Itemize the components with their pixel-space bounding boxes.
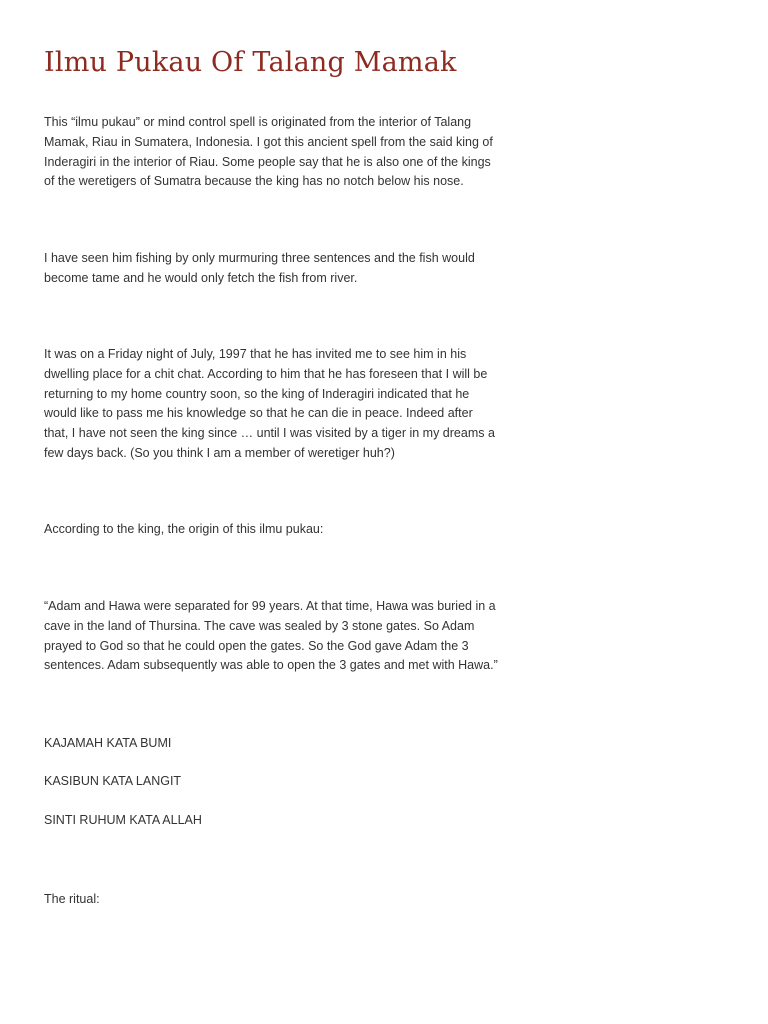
- text-line: of the weretigers of Sumatra because the king has no notch below his nose.: [44, 174, 464, 189]
- text-line: SINTI RUHUM KATA ALLAH: [44, 813, 202, 827]
- text-line: Inderagiri in the interior of Riau. Some people say that he is also one of the kings: [44, 154, 491, 169]
- spell-line-3: [44, 811, 544, 831]
- text-line: become tame and he would only fetch the fish from river.: [44, 270, 358, 285]
- paragraph-origin: [44, 113, 544, 192]
- spell-line-2: [44, 772, 544, 792]
- text-line: would like to pass me his knowledge so that he can die in peace. Indeed after: [44, 406, 473, 421]
- text-line: sentences. Adam subsequently was able to open the 3 gates and met with Hawa.”: [44, 658, 498, 673]
- text-line: prayed to God so that he could open the gates. So the God gave Adam the 3: [44, 638, 469, 653]
- text-line: returning to my home country soon, so the king of Inderagiri indicated that he: [44, 386, 470, 401]
- text-line: This “ilmu pukau” or mind control spell is originated from the interior of Talang: [44, 115, 472, 129]
- text-line: It was on a Friday night of July, 1997 that he has invited me to see him in his: [44, 347, 467, 361]
- article-title: Ilmu Pukau Of Talang Mamak: [44, 47, 457, 78]
- paragraph-adam-hawa-quote: [44, 597, 544, 676]
- text-line: dwelling place for a chit chat. According to him that he has foreseen that I will be: [44, 366, 488, 381]
- text-line: KASIBUN KATA LANGIT: [44, 774, 182, 788]
- text-line: According to the king, the origin of this ilmu pukau:: [44, 522, 324, 536]
- text-line: cave in the land of Thursina. The cave was sealed by 3 stone gates. So Adam: [44, 618, 475, 633]
- paragraph-according-king: [44, 520, 544, 540]
- text-line: that, I have not seen the king since … until I was visited by a tiger in my dreams a: [44, 426, 495, 441]
- text-line: “Adam and Hawa were separated for 99 years. At that time, Hawa was buried in a: [44, 599, 496, 613]
- paragraph-fishing: [44, 249, 544, 289]
- text-line: The ritual:: [44, 892, 100, 906]
- paragraph-ritual: [44, 890, 544, 910]
- text-line: Mamak, Riau in Sumatera, Indonesia. I got this ancient spell from the said king of: [44, 134, 493, 149]
- text-line: KAJAMAH KATA BUMI: [44, 736, 172, 750]
- spell-line-1: [44, 734, 544, 754]
- paragraph-friday-night: [44, 345, 544, 464]
- text-line: few days back. (So you think I am a member of weretiger huh?): [44, 445, 395, 460]
- text-line: I have seen him fishing by only murmuring three sentences and the fish would: [44, 251, 475, 265]
